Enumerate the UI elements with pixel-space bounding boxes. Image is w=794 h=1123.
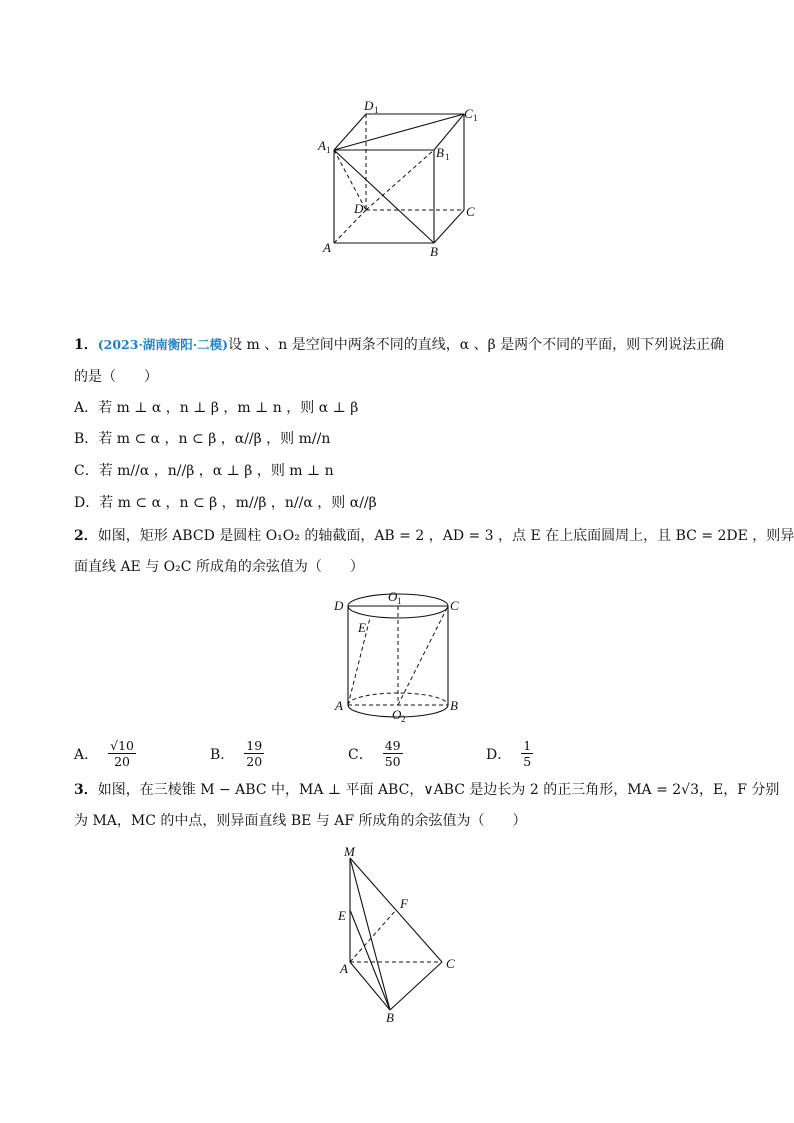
q2-option-c-fraction: $\frac{49}{50}$ (384, 738, 401, 769)
sub-A1: 1 (326, 145, 331, 155)
q3-number: 3． (74, 782, 98, 798)
q2-option-b (210, 738, 264, 769)
q2-option-a (74, 738, 136, 769)
figure-cylinder (330, 588, 470, 728)
q2-stem-text: 如图，矩形 ABCD 是圆柱 O₁O₂ 的轴截面，AB = 2 ，AD = 3 ，点 E 在上底面圆周上，且 BC = 2DE ，则异 (97, 528, 794, 544)
tet-label-B: B (386, 1010, 394, 1025)
q2-option-c-letter: C． (348, 746, 373, 763)
q1-number: 1． (74, 337, 98, 353)
q1-source: (2023·湖南衡阳·二模) (97, 337, 229, 352)
tet-label-A: A (340, 961, 348, 976)
tet-label-C: C (446, 956, 455, 971)
q3-stem-text: 如图，在三棱锥 M − ABC 中，MA ⊥ 平面 ABC，∨ABC 是边长为 2 的正三角形，MA = 2√3，E，F 分别 (97, 782, 780, 798)
cyl-label-B: B (450, 698, 458, 713)
tet-label-E: E (338, 908, 346, 923)
label-C1: C (464, 106, 473, 121)
q2-option-b-fraction: $\frac{19}{20}$ (246, 738, 263, 769)
q2-option-d (486, 738, 533, 769)
label-B1: B (436, 145, 444, 160)
q1-stem-line2: 的是（ ） (74, 369, 158, 385)
cyl-sub-O1: 1 (397, 596, 402, 606)
q2-option-d-fraction: $\frac{1}{5}$ (523, 738, 532, 769)
q2-option-a-fraction: $\frac{√10}{20}$ (110, 738, 134, 769)
label-A: A (323, 240, 331, 255)
label-B: B (430, 244, 438, 259)
q2-option-b-letter: B． (210, 746, 235, 763)
q2-stem-line1 (74, 526, 794, 546)
q2-number: 2． (74, 528, 98, 544)
figure-tetrahedron (334, 840, 474, 1025)
sub-B1: 1 (445, 152, 450, 162)
q1-option-b: B．若 m ⊂ α ，n ⊂ β ，α//β ，则 m//n (74, 431, 331, 447)
cyl-label-O2: O (392, 707, 402, 722)
label-A1: A (318, 138, 326, 153)
sub-C1: 1 (473, 113, 478, 123)
figure-cube (318, 98, 488, 258)
q2-stem-line2: 面直线 AE 与 O₂C 所成角的余弦值为（ ） (74, 559, 364, 575)
q1-option-c: C．若 m//α ，n//β ，α ⊥ β ，则 m ⊥ n (74, 463, 334, 479)
tet-label-M: M (344, 844, 355, 859)
cyl-label-A: A (335, 698, 343, 713)
sub-D1: 1 (374, 105, 379, 115)
cyl-label-D: D (334, 598, 344, 613)
q2-option-d-letter: D． (486, 746, 512, 763)
q1-option-a: A．若 m ⊥ α ，n ⊥ β ，m ⊥ n ，则 α ⊥ β (74, 400, 359, 416)
cyl-label-O1: O (388, 589, 398, 604)
q1-stem-line1 (74, 335, 724, 355)
q2-option-c (348, 738, 403, 769)
cyl-label-C: C (450, 598, 459, 613)
q2-option-a-letter: A． (74, 746, 99, 763)
cyl-label-E: E (358, 620, 366, 635)
q3-stem-line1 (74, 780, 779, 800)
q3-stem-line2: 为 MA，MC 的中点，则异面直线 BE 与 AF 所成角的余弦值为（ ） (74, 813, 527, 829)
label-D: D (354, 201, 364, 216)
cyl-sub-O2: 2 (401, 714, 406, 724)
q2-options (74, 738, 714, 774)
label-C: C (466, 204, 475, 219)
tet-label-F: F (400, 896, 408, 911)
label-D1: D (364, 98, 374, 113)
q1-option-d: D．若 m ⊂ α ，n ⊂ β ，m//β ，n//α ，则 α//β (74, 495, 377, 511)
q1-stem-text: 设 m 、n 是空间中两条不同的直线，α 、β 是两个不同的平面，则下列说法正确 (228, 337, 725, 353)
